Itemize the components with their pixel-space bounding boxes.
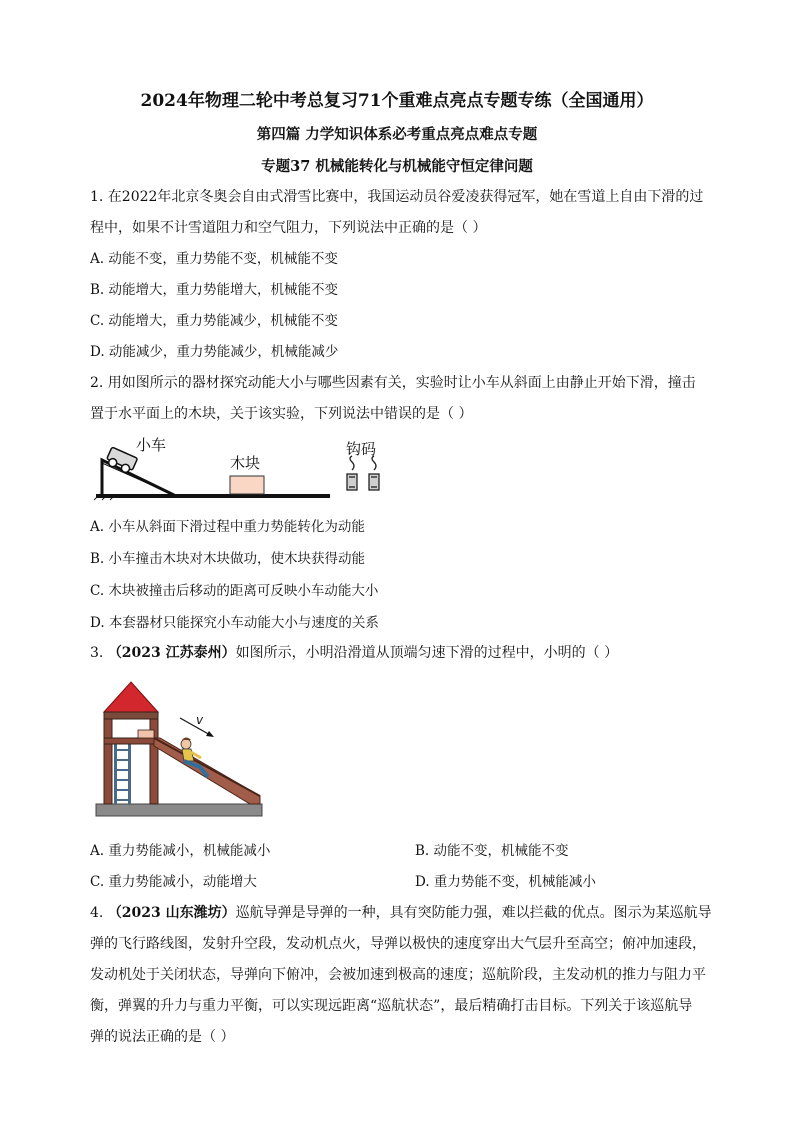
q3-option-a: A. 重力势能减小，机械能减小 — [90, 843, 271, 859]
q4-stem-line2: 弹的飞行路线图，发射升空段，发动机点火，导弹以极快的速度穿出大气层升至高空；俯冲加速段， — [90, 936, 706, 952]
q4-number: 4. — [90, 905, 108, 921]
q2-option-d: D. 本套器材只能探究小车动能大小与速度的关系 — [90, 615, 379, 631]
q2-option-b: B. 小车撞击木块对木块做功，使木块获得动能 — [90, 551, 366, 567]
q4-stem-line3: 发动机处于关闭状态，导弹向下俯冲，会被加速到极高的速度；巡航阶段，主发动机的推力与阻力平 — [90, 967, 706, 983]
q4-stem-line4: 衡，弹翼的升力与重力平衡，可以实现远距离“巡航状态”，最后精确打击目标。下列关于该巡航导 — [90, 998, 693, 1014]
q1-option-a: A. 动能不变，重力势能不变，机械能不变 — [90, 251, 338, 267]
q4-stem-line5: 弹的说法正确的是（ ） — [90, 1029, 235, 1045]
q1-option-d: D. 动能减少，重力势能减少，机械能减少 — [90, 344, 339, 360]
cart-label: 小车 — [136, 436, 167, 454]
slide-chute — [154, 738, 260, 804]
wood-block — [230, 476, 264, 494]
q3-stem-text: 如图所示，小明沿滑道从顶端匀速下滑的过程中，小明的（ ） — [235, 645, 619, 661]
q3-source: （2023 江苏泰州） — [107, 645, 236, 661]
q1-stem-line2: 程中，如果不计雪道阻力和空气阻力，下列说法中正确的是（ ） — [90, 220, 487, 236]
boy-icon — [181, 738, 208, 778]
document-title: 2024年物理二轮中考总复习71个重难点亮点专题专练（全国通用） — [140, 91, 654, 111]
q4-stem-line1-text: 巡航导弹是导弹的一种，具有突防能力强，难以拦截的优点。图示为某巡航导 — [235, 905, 712, 921]
q3-option-c: C. 重力势能减小，动能增大 — [90, 874, 257, 890]
q3-stem — [90, 643, 618, 663]
q1-option-b: B. 动能增大，重力势能增大，机械能不变 — [90, 282, 339, 298]
q1-stem-line1: 1. 在2022年北京冬奥会自由式滑雪比赛中，我国运动员谷爱凌获得冠军，她在雪道上自由下滑的过 — [90, 189, 704, 205]
tower-roof — [104, 682, 158, 712]
q1-option-c: C. 动能增大，重力势能减少，机械能不变 — [90, 313, 338, 329]
q3-number: 3. — [90, 645, 108, 661]
part-heading: 第四篇 力学知识体系必考重点亮点难点专题 — [256, 126, 538, 143]
q4-stem-line1 — [90, 903, 712, 923]
topic-heading: 专题37 机械能转化与机械能守恒定律问题 — [261, 158, 533, 175]
q2-stem-line1: 2. 用如图所示的器材探究动能大小与哪些因素有关，实验时让小车从斜面上由静止开始下滑，撞击 — [90, 375, 696, 391]
hook-weights-icon — [347, 456, 379, 490]
q3-option-d: D. 重力势能不变，机械能减小 — [415, 874, 596, 890]
weights-label: 钩码 — [346, 440, 377, 458]
slide-figure — [90, 678, 268, 824]
q2-stem-line2: 置于水平面上的木块，关于该实验，下列说法中错误的是（ ） — [90, 406, 473, 422]
slide-base — [96, 804, 262, 816]
q4-source: （2023 山东潍坊） — [107, 905, 236, 921]
block-label: 木块 — [230, 454, 261, 472]
velocity-label: v — [196, 713, 204, 727]
q2-option-a: A. 小车从斜面下滑过程中重力势能转化为动能 — [90, 519, 365, 535]
q2-option-c: C. 木块被撞击后移动的距离可反映小车动能大小 — [90, 583, 379, 599]
q3-option-b: B. 动能不变，机械能不变 — [415, 843, 569, 859]
incline-cart-block-figure — [90, 432, 390, 504]
